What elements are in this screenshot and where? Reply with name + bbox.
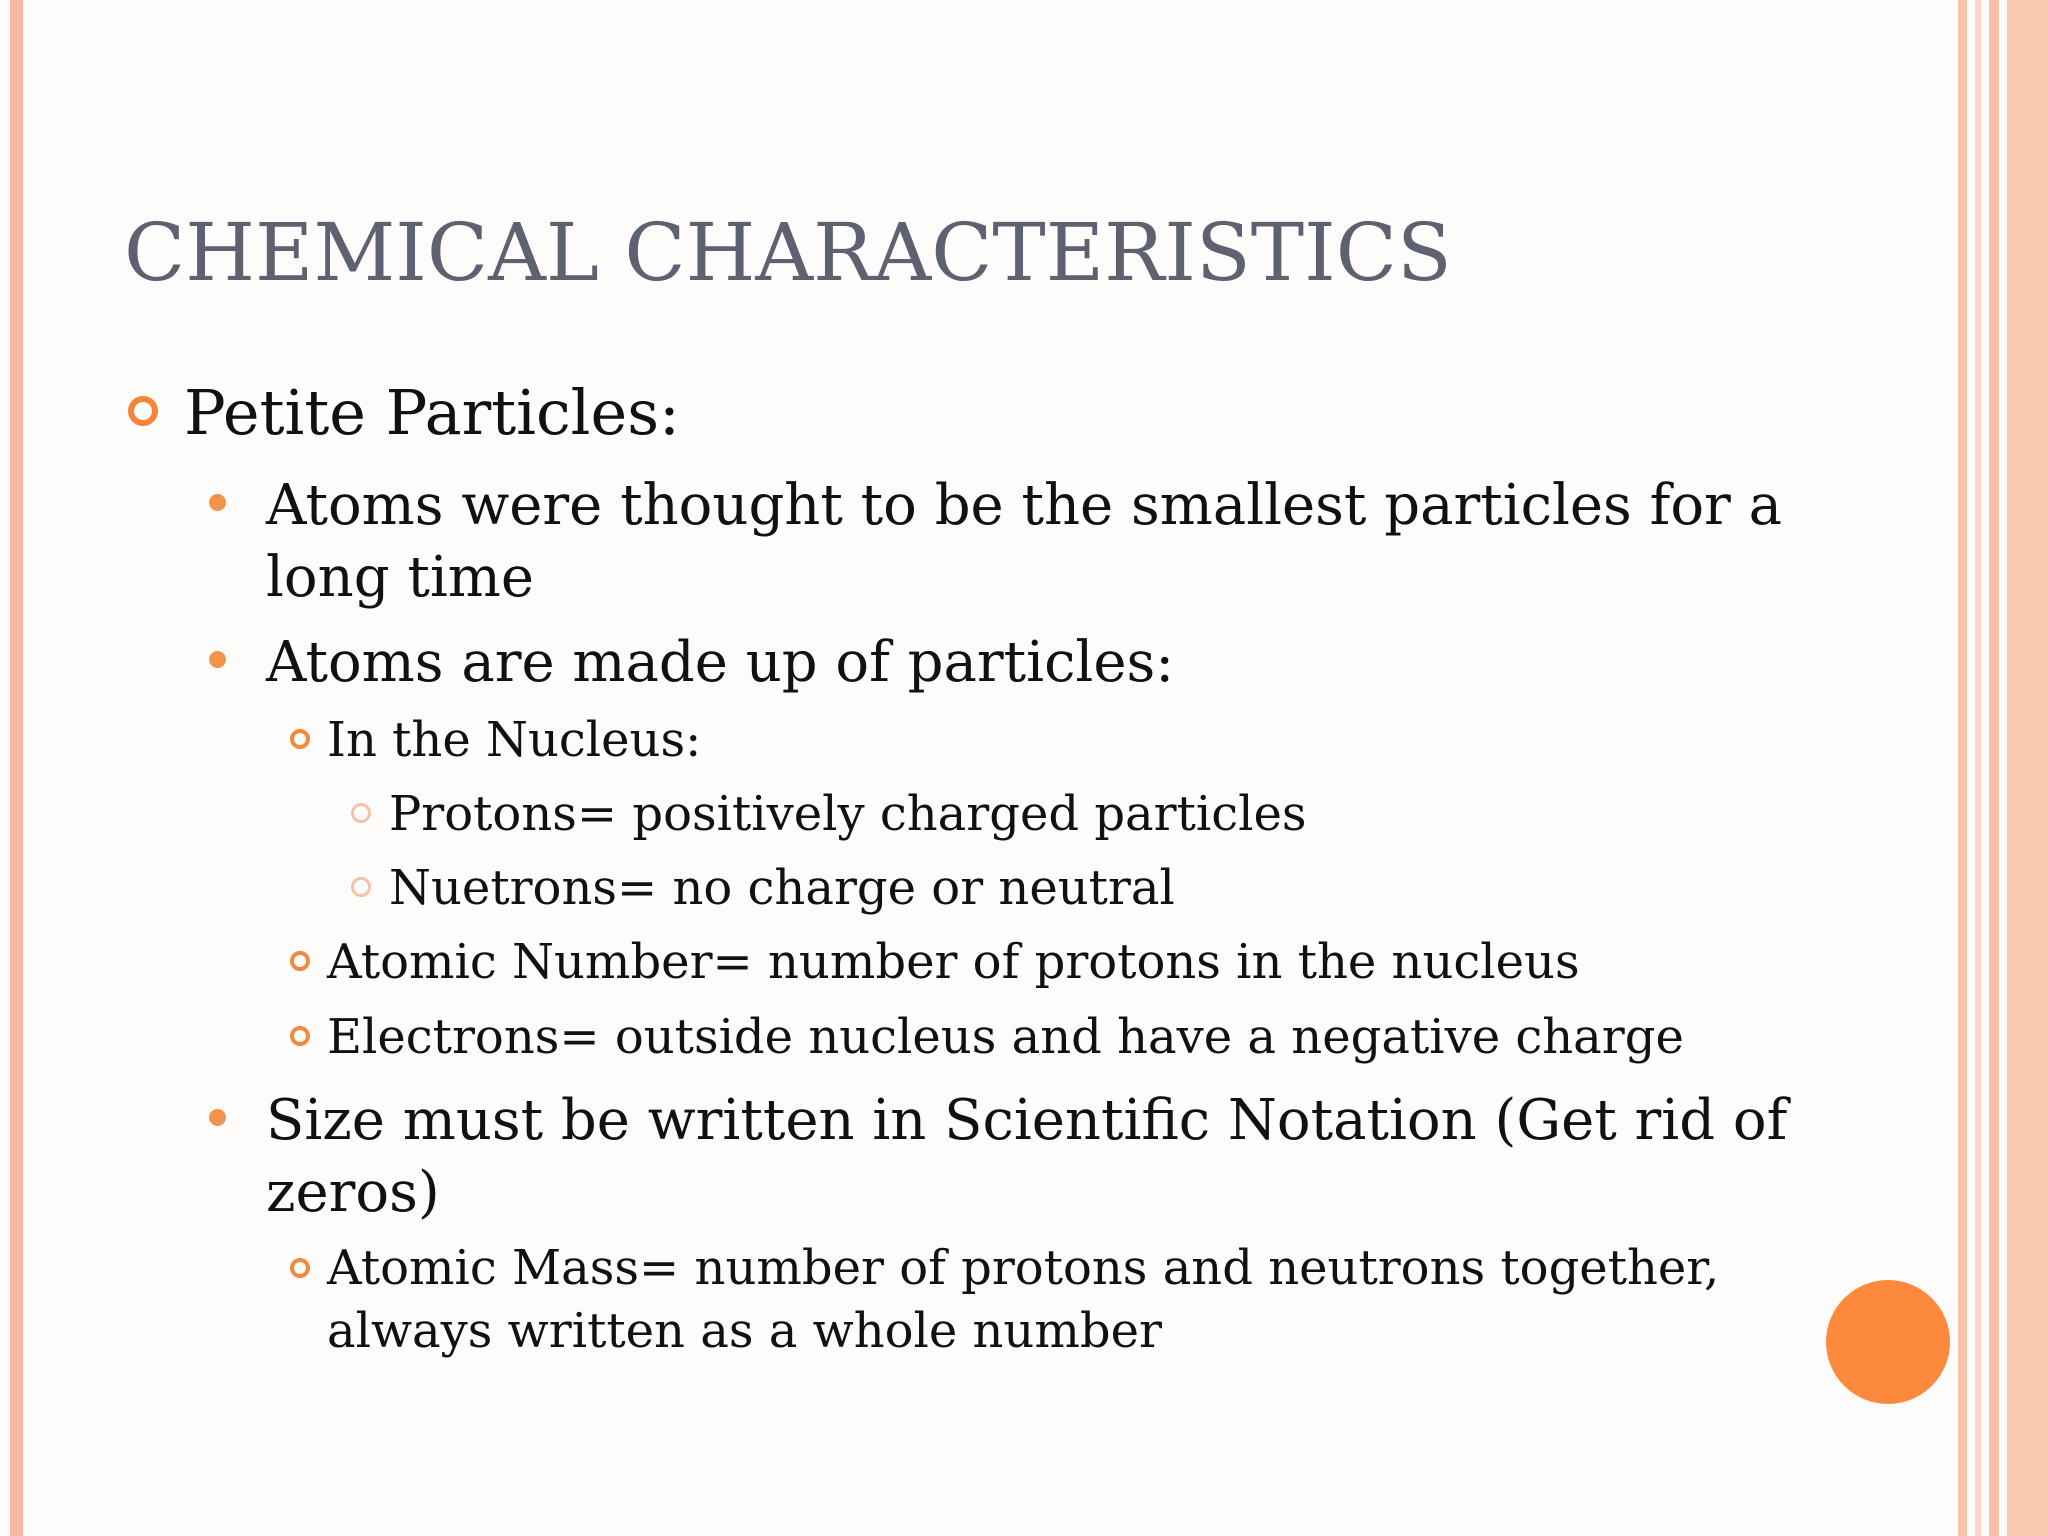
list-item	[327, 712, 701, 768]
list-item-text: long time	[266, 545, 534, 610]
bullet-heading-text: Petite Particles:	[184, 376, 680, 449]
list-item	[389, 786, 1307, 842]
ring-bullet-icon	[290, 1258, 310, 1278]
list-item	[327, 1009, 1684, 1065]
list-item	[266, 1085, 1787, 1229]
dot-bullet-icon	[209, 651, 226, 668]
list-item-text: Protons= positively charged particles	[389, 786, 1307, 842]
list-item-text: Atoms are made up of particles:	[266, 630, 1175, 695]
list-item	[266, 627, 1174, 699]
ring-bullet-icon	[351, 803, 371, 823]
right-border-stripe	[2007, 0, 2048, 1536]
list-item-text: always written as a whole number	[327, 1303, 1162, 1359]
ring-bullet-icon	[290, 951, 310, 971]
list-item-text: Atomic Mass= number of protons and neutrons together,	[327, 1240, 1720, 1296]
bullet-heading	[184, 376, 680, 449]
list-item-text: Electrons= outside nucleus and have a negative charge	[327, 1009, 1684, 1065]
list-item-text: zeros)	[266, 1160, 440, 1225]
right-border-stripe	[1989, 0, 1999, 1536]
ring-bullet-icon	[351, 877, 371, 897]
right-border-stripe	[1975, 0, 1981, 1536]
slide-title: CHEMICAL CHARACTERISTICS	[124, 206, 1452, 299]
ring-bullet-icon	[290, 729, 310, 749]
list-item-text: In the Nucleus:	[327, 712, 702, 768]
list-item-text: Size must be written in Scientific Notation (Get rid of	[266, 1088, 1788, 1153]
dot-bullet-icon	[209, 1109, 226, 1126]
list-item	[327, 1237, 1719, 1363]
list-item-text: Nuetrons= no charge or neutral	[389, 860, 1175, 916]
dot-bullet-icon	[209, 494, 226, 511]
right-border-stripe	[1958, 0, 1967, 1536]
ring-bullet-icon	[290, 1026, 310, 1046]
list-item-text: Atomic Number= number of protons in the nucleus	[327, 934, 1580, 990]
list-item	[266, 470, 1782, 614]
list-item	[389, 860, 1175, 916]
ring-bullet-icon	[128, 396, 158, 426]
orange-circle-decoration	[1826, 1280, 1950, 1404]
list-item	[327, 934, 1580, 990]
list-item-text: Atoms were thought to be the smallest particles for a	[266, 473, 1782, 538]
